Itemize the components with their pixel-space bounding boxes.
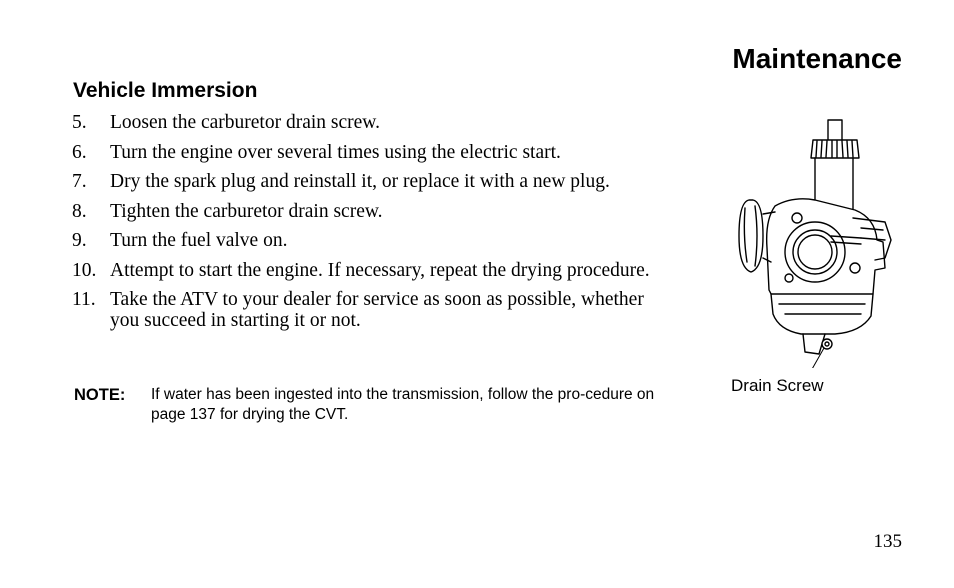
page-number: 135 (873, 531, 902, 552)
carburetor-figure (735, 118, 895, 368)
step-text: Tighten the carburetor drain screw. (110, 200, 383, 222)
step-item (72, 289, 672, 331)
step-text: Turn the engine over several times using the electric start. (110, 141, 561, 163)
step-text: Dry the spark plug and reinstall it, or replace it with a new plug. (110, 171, 610, 192)
step-item (72, 171, 672, 192)
drain-screw-label: Drain Screw (731, 376, 824, 395)
step-number: 9. (72, 230, 87, 251)
step-text: Attempt to start the engine. If necessary, repeat the drying procedure. (110, 259, 650, 281)
step-text: Take the ATV to your dealer for service as soon as possible, whether you succeed in starting it or not. (110, 289, 644, 331)
step-item (72, 201, 672, 222)
step-number: 10. (72, 259, 97, 281)
step-text: Turn the fuel valve on. (110, 230, 288, 251)
carburetor-illustration (735, 118, 895, 368)
note-label: NOTE: (74, 386, 126, 404)
steps-list (72, 112, 672, 340)
step-item (72, 230, 672, 251)
step-item (72, 112, 672, 133)
step-number: 11. (72, 289, 96, 310)
chapter-title: Maintenance (732, 43, 902, 74)
step-text: Loosen the carburetor drain screw. (110, 112, 380, 133)
step-number: 6. (72, 141, 87, 163)
section-title: Vehicle Immersion (73, 79, 258, 102)
step-number: 5. (72, 112, 87, 133)
note-text: If water has been ingested into the transmission, follow the pro-cedure on page 137 for drying the CVT. (151, 386, 655, 423)
step-number: 8. (72, 200, 87, 222)
step-item (72, 142, 672, 163)
step-item (72, 260, 672, 281)
note-block (74, 385, 674, 425)
step-number: 7. (72, 171, 87, 192)
